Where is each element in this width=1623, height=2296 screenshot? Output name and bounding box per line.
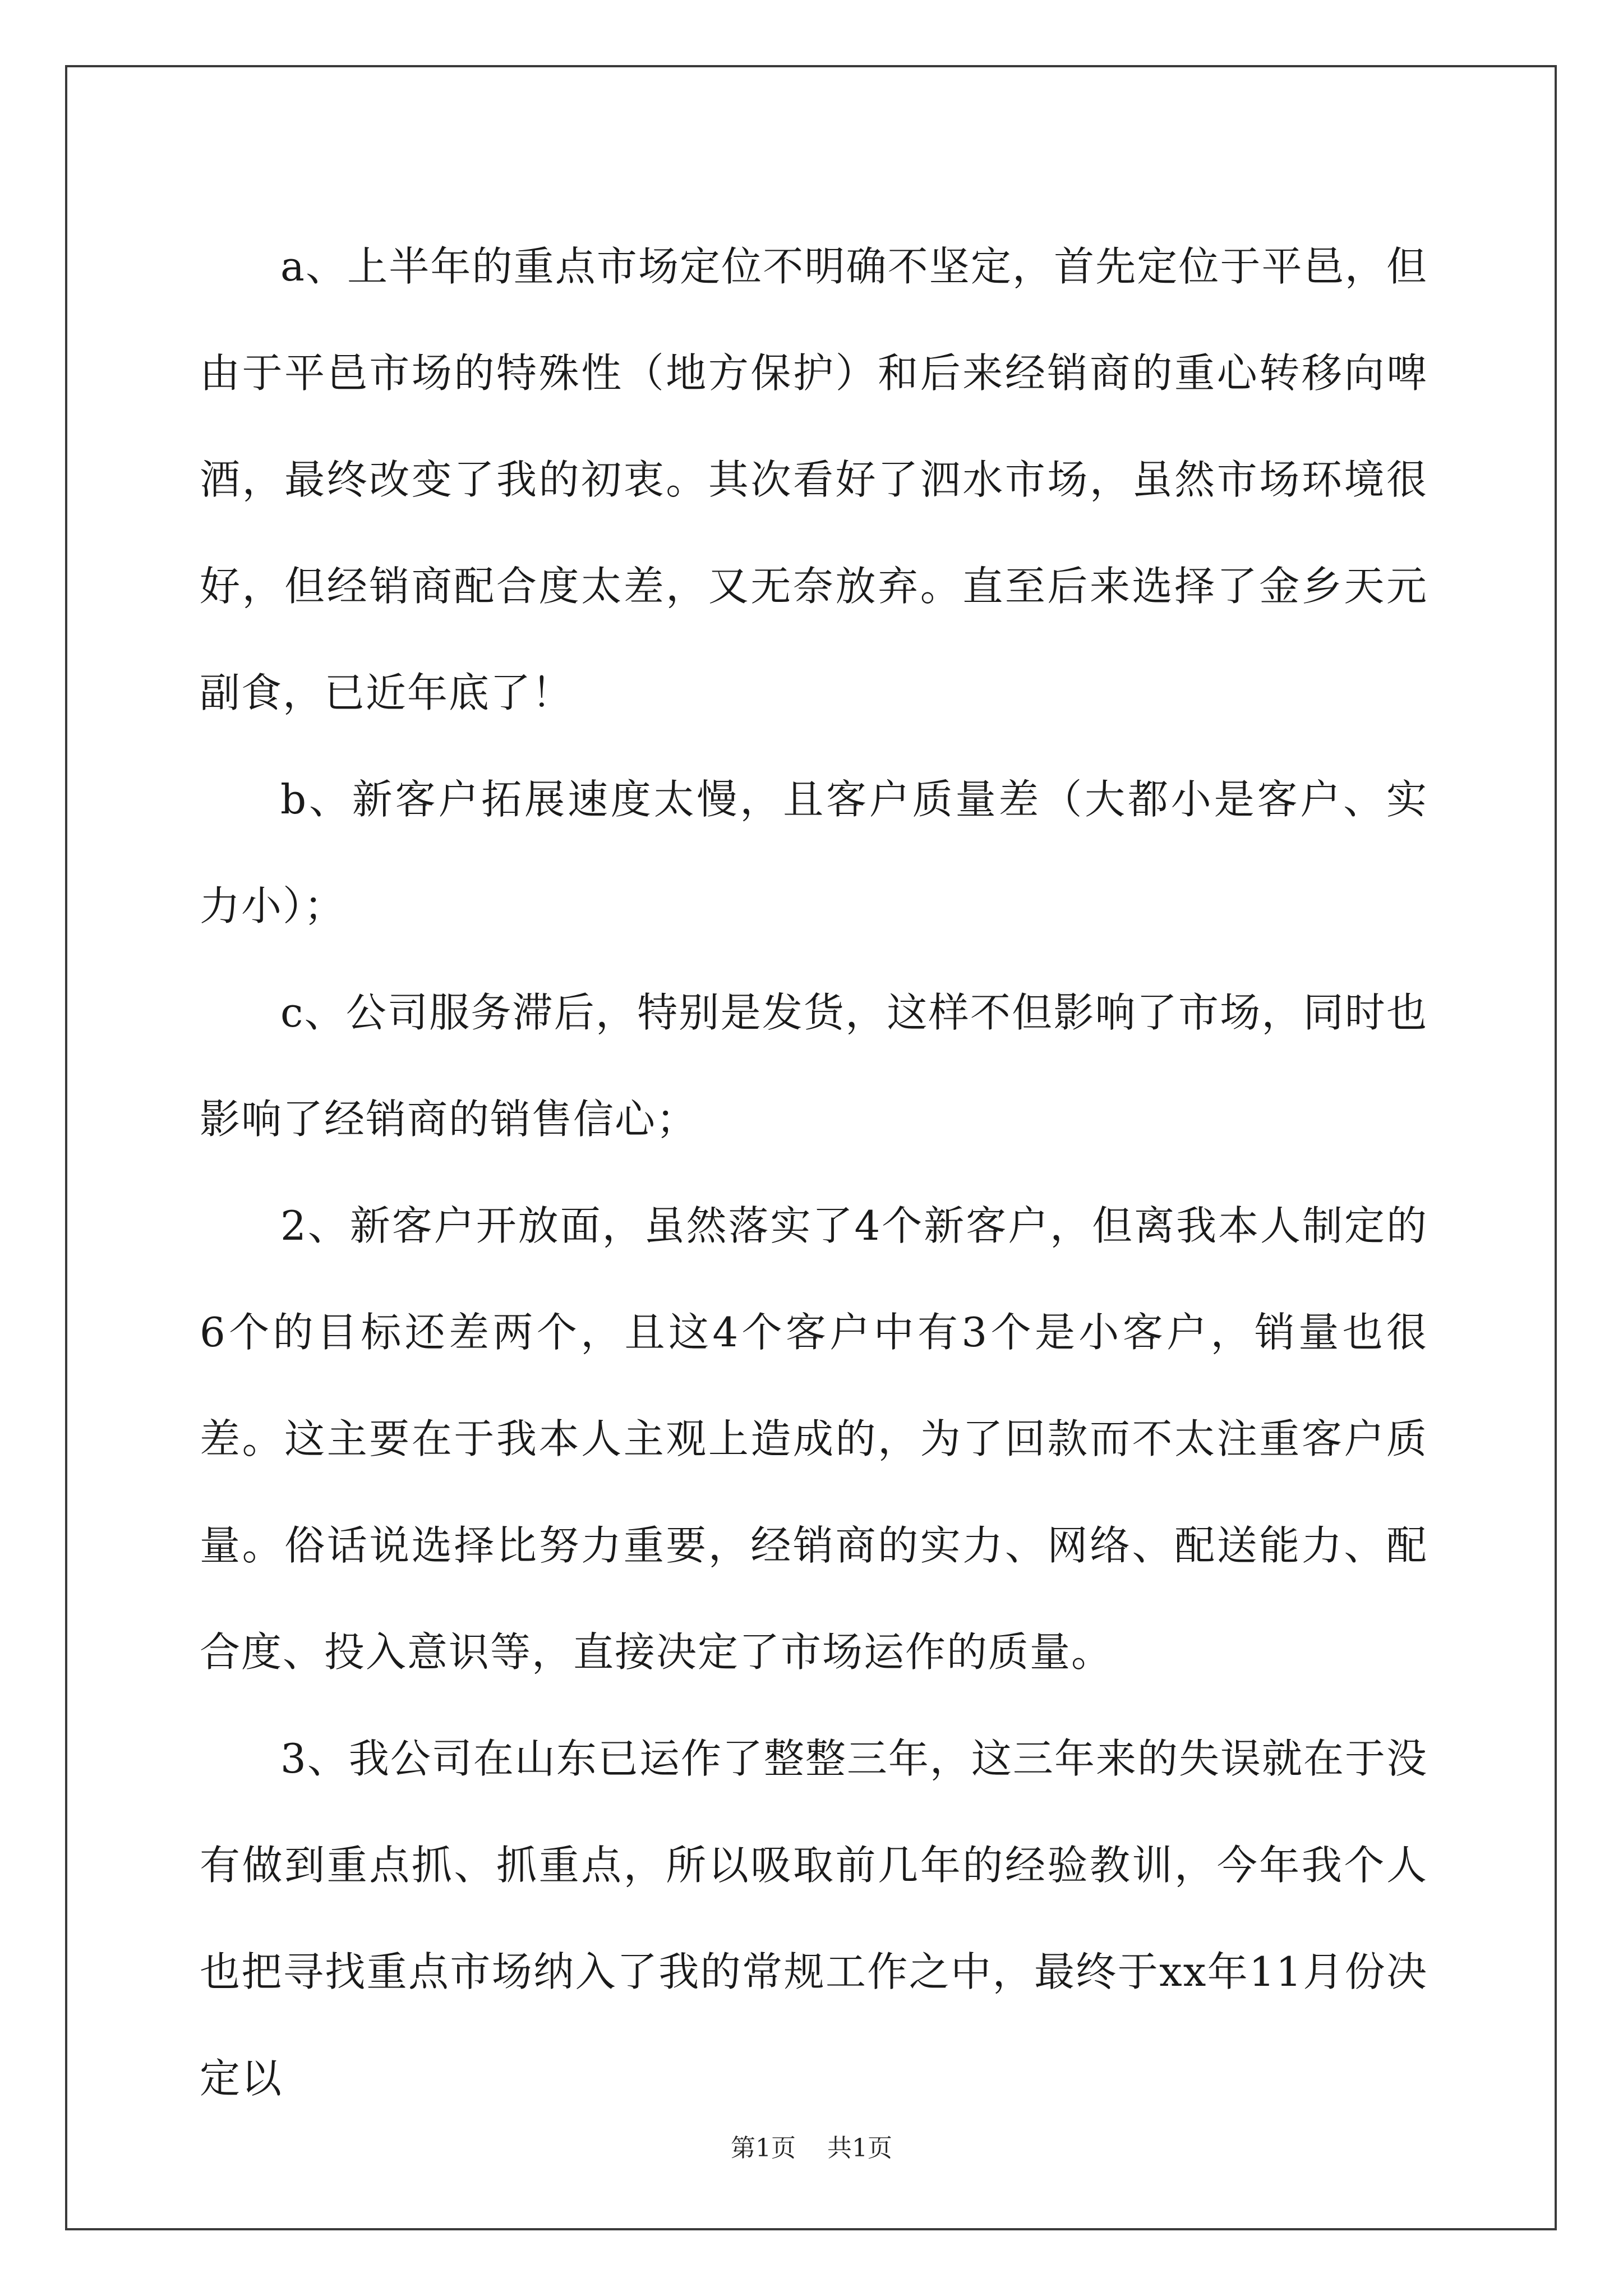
page-number: 第1页	[731, 2134, 796, 2162]
paragraph-2: 2、新客户开放面，虽然落实了4个新客户，但离我本人制定的6个的目标还差两个，且这4个客户中有3个是小客户，销量也很差。这主要在于我本人主观上造成的，为了回款而不太注重客户质量。俗话说选择比努力重要，经销商的实力、网络、配送能力、配合度、投入意识等，直接决定了市场运作的质量。	[200, 1202, 1428, 1676]
paragraph-c: c、公司服务滞后，特别是发货，这样不但影响了市场，同时也影响了经销商的销售信心；	[200, 989, 1428, 1143]
paragraph-a: a、上半年的重点市场定位不明确不坚定，首先定位于平邑，但由于平邑市场的特殊性（地方保护）和后来经销商的重心转移向啤酒，最终改变了我的初衷。其次看好了泗水市场，虽然市场环境很好，但经销商配合度太差，又无奈放弃。直至后来选择了金乡天元副食，已近年底了！	[200, 243, 1428, 716]
page-footer	[0, 2132, 1623, 2165]
document-body	[200, 213, 1428, 2132]
paragraph-3: 3、我公司在山东已运作了整整三年，这三年来的失误就在于没有做到重点抓、抓重点，所以吸取前几年的经验教训，今年我个人也把寻找重点市场纳入了我的常规工作之中，最终于xx年11月份决定以	[200, 1735, 1428, 2102]
page-total: 共1页	[827, 2134, 892, 2162]
paragraph-b: b、新客户拓展速度太慢，且客户质量差（大都小是客户、实力小）；	[200, 776, 1428, 930]
